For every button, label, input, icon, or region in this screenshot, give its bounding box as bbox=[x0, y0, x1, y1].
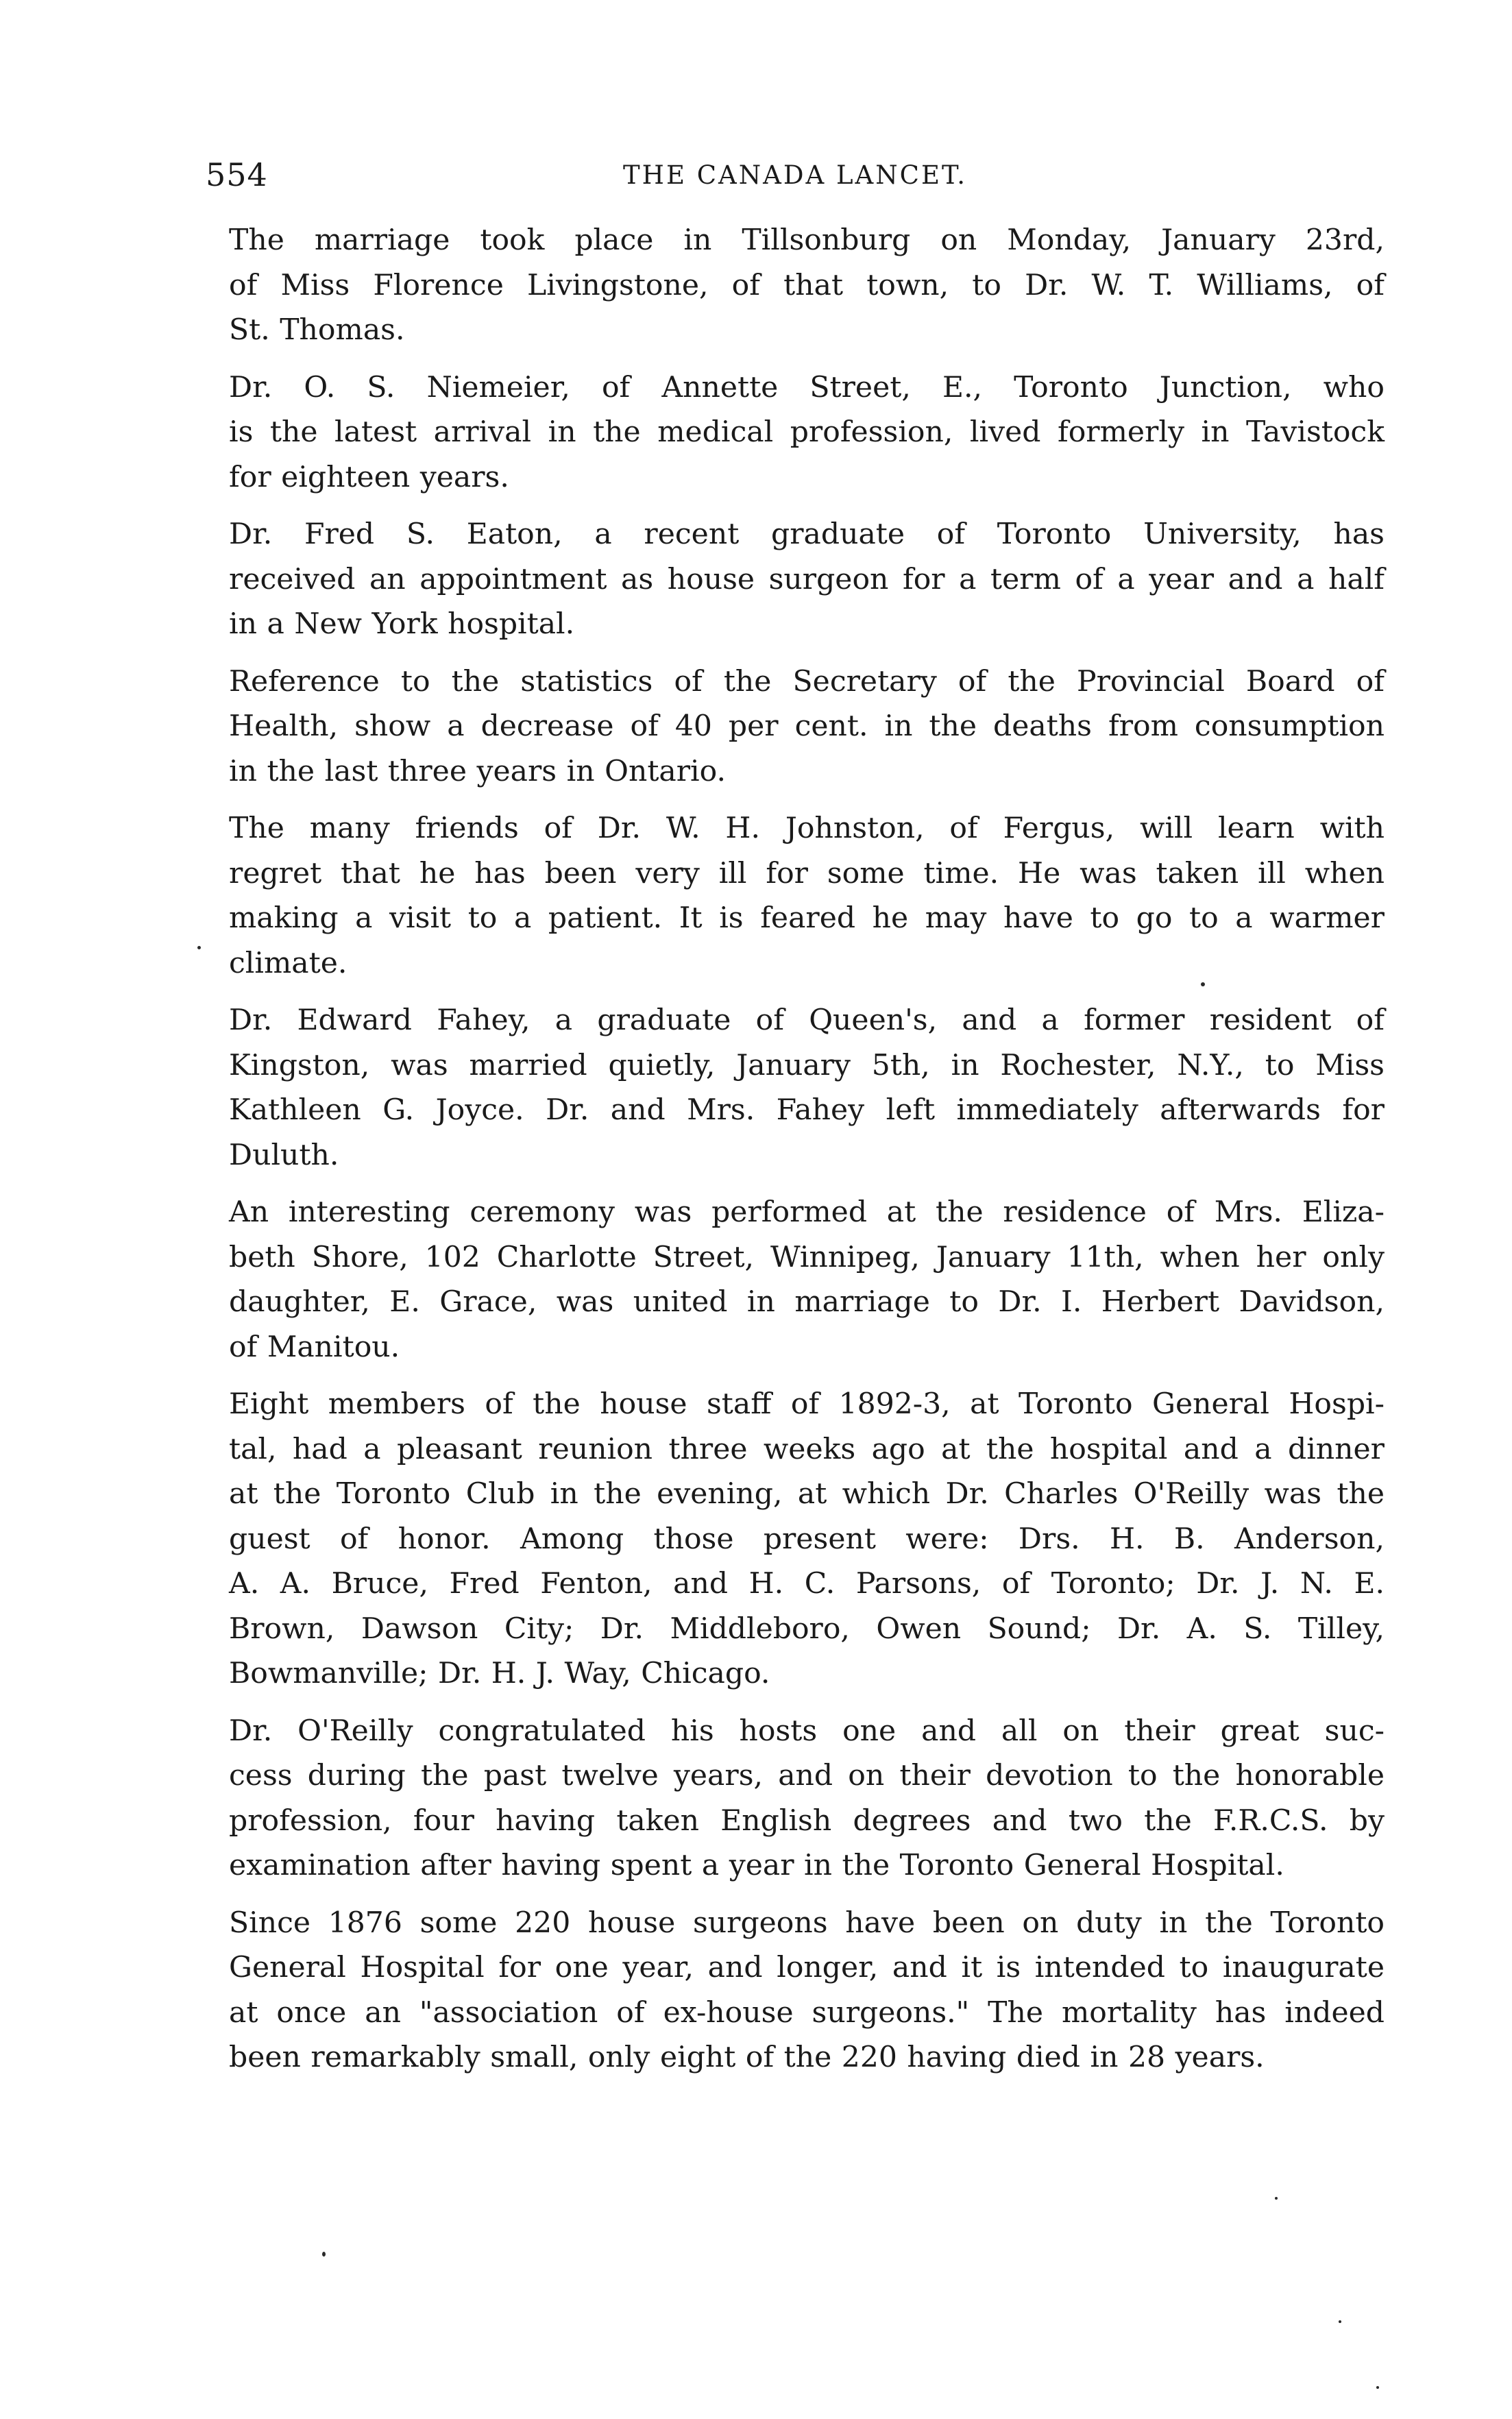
text-line: of Manitou. bbox=[229, 1330, 400, 1364]
scan-speck bbox=[1376, 2386, 1379, 2389]
paragraph-house-staff-reunion bbox=[206, 1382, 1385, 1697]
paragraph-williams-marriage bbox=[206, 218, 1385, 353]
paragraph-johnston bbox=[206, 806, 1385, 986]
text-line: regret that he has been very ill for some time. He was taken ill when bbox=[229, 856, 1385, 890]
text-line: General Hospital for one year, and longer, and it is intended to inaugurate bbox=[229, 1951, 1385, 1984]
text-line: Bowmanville; Dr. H. J. Way, Chicago. bbox=[229, 1657, 770, 1690]
text-line: A. A. Bruce, Fred Fenton, and H. C. Parsons, of Toronto; Dr. J. N. E. bbox=[229, 1567, 1385, 1601]
text-line: Reference to the statistics of the Secretary of the Provincial Board of bbox=[229, 664, 1385, 698]
text-line: of Miss Florence Livingstone, of that town, to Dr. W. T. Williams, of bbox=[229, 268, 1385, 302]
scan-speck bbox=[1275, 2197, 1278, 2200]
text-line: beth Shore, 102 Charlotte Street, Winnipeg, January 11th, when her only bbox=[229, 1240, 1385, 1274]
scan-speck bbox=[1201, 982, 1205, 986]
text-line: profession, four having taken English degrees and two the F.R.C.S. by bbox=[229, 1803, 1385, 1838]
article-body bbox=[206, 218, 1385, 2093]
paragraph-niemeier bbox=[206, 365, 1385, 500]
paragraph-statistics bbox=[206, 659, 1385, 794]
text-line: tal, had a pleasant reunion three weeks ago at the hospital and a dinner bbox=[229, 1432, 1385, 1466]
paragraph-fahey bbox=[206, 998, 1385, 1178]
text-line: Kingston, was married quietly, January 5th, in Rochester, N.Y., to Miss bbox=[229, 1048, 1385, 1082]
text-line: Health, show a decrease of 40 per cent. in the deaths from consumption bbox=[229, 709, 1385, 743]
journal-title: THE CANADA LANCET. bbox=[623, 160, 967, 190]
scan-speck bbox=[197, 946, 201, 949]
text-line: climate. bbox=[229, 946, 347, 980]
paragraph-eaton bbox=[206, 512, 1385, 647]
text-line: received an appointment as house surgeon for a term of a year and a half bbox=[229, 562, 1385, 596]
text-line: Dr. O'Reilly congratulated his hosts one and all on their great suc- bbox=[229, 1714, 1385, 1748]
text-line: Dr. Edward Fahey, a graduate of Queen's, and a former resident of bbox=[229, 1004, 1385, 1037]
text-line: examination after having spent a year in the Toronto General Hospital. bbox=[229, 1849, 1284, 1882]
text-line: making a visit to a patient. It is feared he may have to go to a warmer bbox=[229, 901, 1385, 935]
text-line: Dr. O. S. Niemeier, of Annette Street, E., Toronto Junction, who bbox=[229, 370, 1385, 404]
text-line: at once an "association of ex-house surgeons." The mortality has indeed bbox=[229, 1995, 1385, 2030]
paragraph-oreilly bbox=[206, 1709, 1385, 1888]
text-line: been remarkably small, only eight of the 220 having died in 28 years. bbox=[229, 2041, 1265, 2074]
text-line: The marriage took place in Tillsonburg on Monday, January 23rd, bbox=[229, 223, 1385, 257]
scan-speck bbox=[322, 2252, 326, 2257]
text-line: Eight members of the house staff of 1892-3, at Toronto General Hospi- bbox=[229, 1387, 1385, 1421]
scan-speck bbox=[1339, 2320, 1341, 2323]
text-line: in the last three years in Ontario. bbox=[229, 754, 726, 788]
text-line: guest of honor. Among those present were: Drs. H. B. Anderson, bbox=[229, 1522, 1385, 1556]
running-head bbox=[206, 156, 1385, 197]
text-line: at the Toronto Club in the evening, at which Dr. Charles O'Reilly was the bbox=[229, 1477, 1385, 1511]
text-line: cess during the past twelve years, and on their devotion to the honorable bbox=[229, 1759, 1385, 1792]
text-line: for eighteen years. bbox=[229, 460, 509, 494]
text-line: daughter, E. Grace, was united in marriage to Dr. I. Herbert Davidson, bbox=[229, 1285, 1385, 1319]
text-line: The many friends of Dr. W. H. Johnston, of Fergus, will learn with bbox=[229, 812, 1385, 845]
paragraph-davidson bbox=[206, 1190, 1385, 1370]
text-line: Brown, Dawson City; Dr. Middleboro, Owen Sound; Dr. A. S. Tilley, bbox=[229, 1612, 1385, 1646]
page-number: 554 bbox=[206, 156, 268, 193]
text-line: Dr. Fred S. Eaton, a recent graduate of Toronto University, has bbox=[229, 518, 1385, 551]
text-line: An interesting ceremony was performed at the residence of Mrs. Eliza- bbox=[229, 1195, 1385, 1229]
text-line: St. Thomas. bbox=[229, 313, 405, 347]
paragraph-house-surgeons bbox=[206, 1901, 1385, 2080]
text-line: Kathleen G. Joyce. Dr. and Mrs. Fahey left immediately afterwards for bbox=[229, 1093, 1385, 1127]
text-line: Duluth. bbox=[229, 1138, 339, 1172]
text-line: is the latest arrival in the medical profession, lived formerly in Tavistock bbox=[229, 415, 1385, 449]
text-line: Since 1876 some 220 house surgeons have been on duty in the Toronto bbox=[229, 1906, 1385, 1940]
text-line: in a New York hospital. bbox=[229, 607, 575, 641]
